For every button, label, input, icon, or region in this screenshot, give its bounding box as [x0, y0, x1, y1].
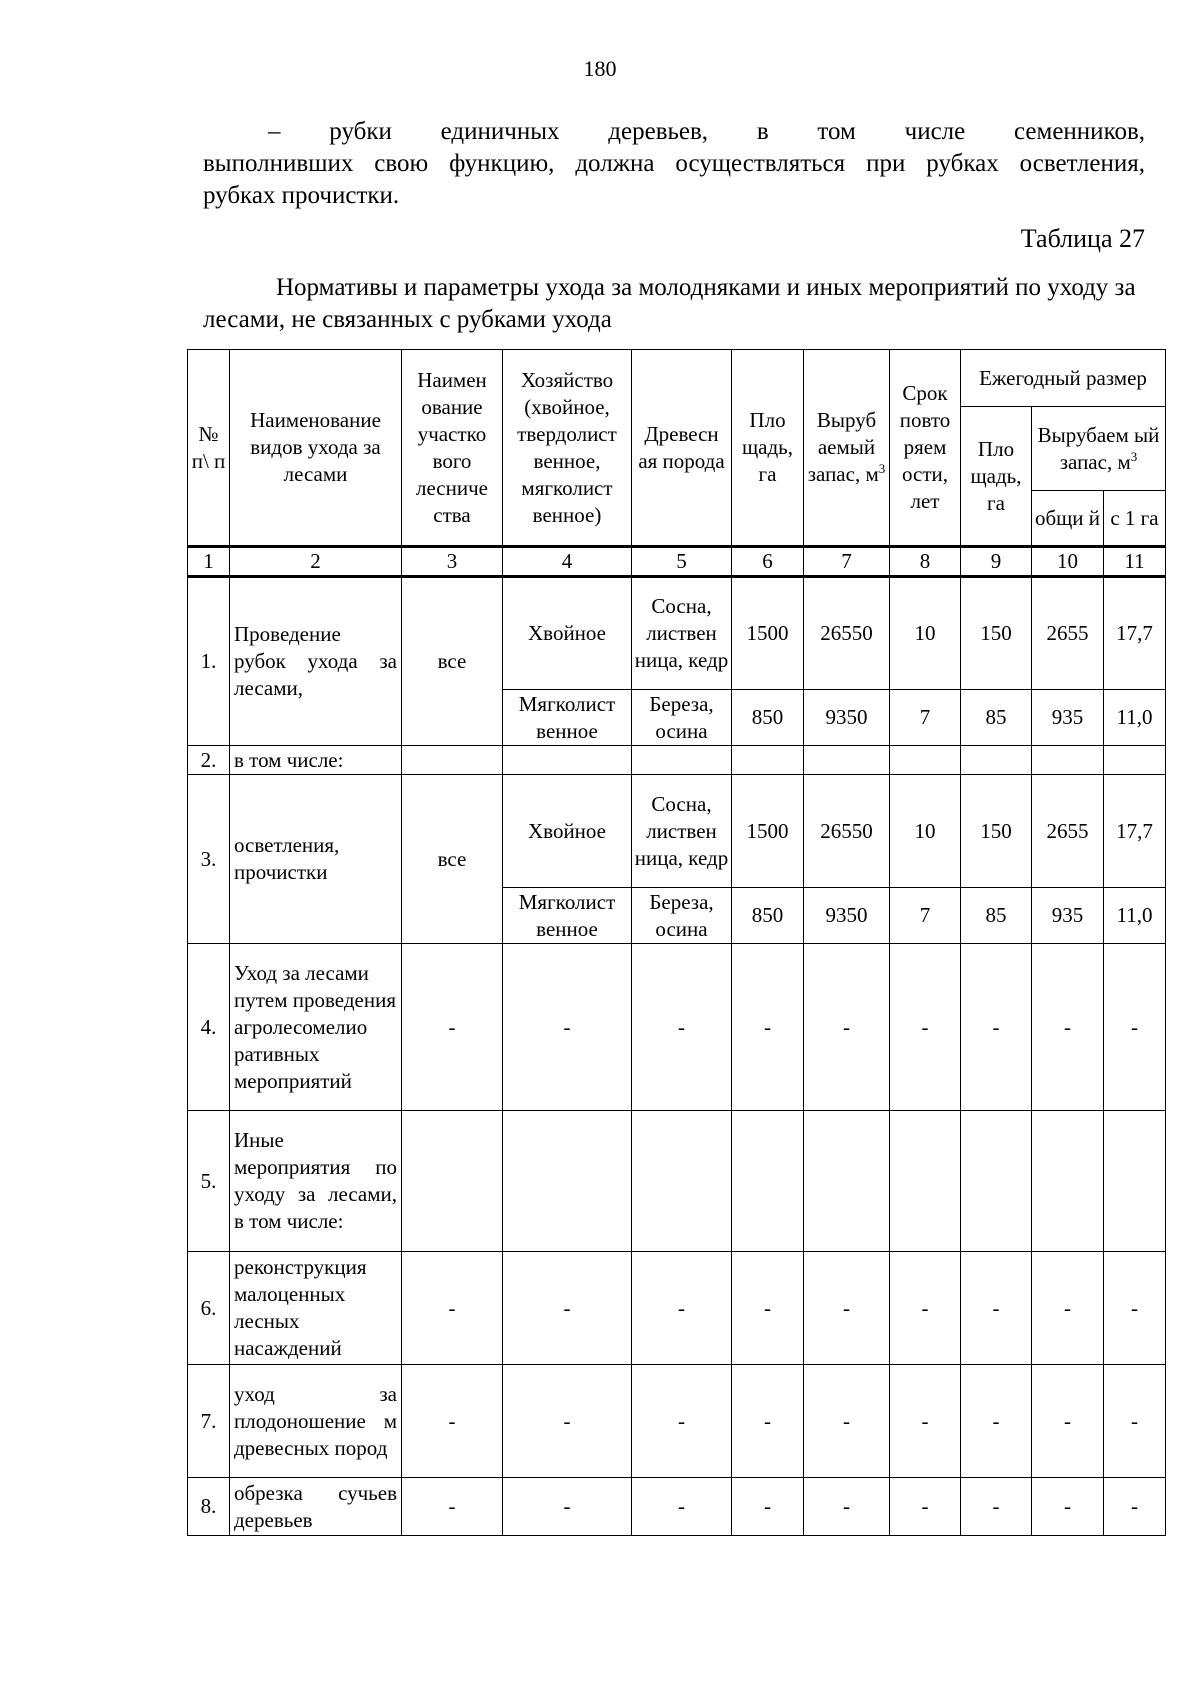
header-volume-text: Выруб аемый запас, м	[807, 408, 879, 486]
header-annual: Ежегодный размер	[961, 350, 1166, 407]
dash-cell: -	[503, 944, 632, 1111]
header-annual-area: Пло щадь, га	[961, 407, 1032, 547]
col-number: 6	[732, 547, 804, 577]
dash-cell: -	[732, 944, 804, 1111]
page-number: 180	[583, 56, 617, 81]
col-number: 11	[1104, 547, 1166, 577]
dash-cell: -	[961, 1365, 1032, 1478]
cell-area: 850	[732, 690, 804, 746]
col-number: 5	[632, 547, 732, 577]
dash-cell: -	[402, 944, 503, 1111]
dash-cell: -	[890, 944, 961, 1111]
table-title: Нормативы и параметры ухода за молодняками и иных мероприятий по уходу за лесами, не связанных с рубками ухода	[203, 274, 1136, 333]
dash-cell: -	[632, 1252, 732, 1365]
dash-cell: -	[1032, 1478, 1104, 1536]
row-num: 8.	[188, 1478, 230, 1536]
cell-annual-area: 85	[961, 888, 1032, 944]
header-volume	[804, 350, 890, 547]
header-economy: Хозяйство (хвойное, твердолист венное, мягколист венное)	[503, 350, 632, 547]
cell-per-ha: 17,7	[1104, 775, 1166, 888]
dash-cell: -	[804, 1365, 890, 1478]
cell-annual-area: 150	[961, 577, 1032, 690]
cell-economy: Мягколист венное	[503, 888, 632, 944]
empty-cell	[961, 1111, 1032, 1252]
empty-cell	[632, 746, 732, 775]
paragraph-line-3: рубках прочистки.	[203, 182, 400, 209]
row-district: все	[402, 577, 503, 746]
header-annual-volume-text: Вырубаем ый запас, м	[1037, 422, 1160, 474]
dash-cell: -	[1032, 944, 1104, 1111]
header-per-ha: с 1 га	[1104, 491, 1166, 547]
cell-annual-area: 150	[961, 775, 1032, 888]
empty-cell	[1032, 1111, 1104, 1252]
empty-cell	[632, 1111, 732, 1252]
dash-cell: -	[1104, 1365, 1166, 1478]
row-name: Проведение рубок ухода за лесами,	[230, 577, 402, 746]
dash-cell: -	[632, 944, 732, 1111]
col-number: 8	[890, 547, 961, 577]
row-num: 1.	[188, 577, 230, 746]
row-num: 5.	[188, 1111, 230, 1252]
cell-economy: Хвойное	[503, 775, 632, 888]
header-annual-volume	[1032, 407, 1166, 491]
cell-total: 2655	[1032, 577, 1104, 690]
empty-cell	[1032, 746, 1104, 775]
dash-cell: -	[402, 1252, 503, 1365]
dash-cell: -	[804, 1478, 890, 1536]
dash-cell: -	[890, 1252, 961, 1365]
row-name: Уход за лесами путем проведения агролесомелио ративных мероприятий	[230, 944, 402, 1111]
cell-volume: 9350	[804, 888, 890, 944]
paragraph-line-1: – рубки единичных деревьев, в том числе семенников,	[268, 118, 1145, 145]
dash-cell: -	[732, 1252, 804, 1365]
dash-cell: -	[503, 1478, 632, 1536]
header-species: Древесн ая порода	[632, 350, 732, 547]
dash-cell: -	[1104, 944, 1166, 1111]
row-district: все	[402, 775, 503, 944]
empty-cell	[804, 1111, 890, 1252]
dash-cell: -	[1032, 1252, 1104, 1365]
empty-cell	[503, 1111, 632, 1252]
cell-economy: Хвойное	[503, 577, 632, 690]
dash-cell: -	[890, 1365, 961, 1478]
row-num: 2.	[188, 746, 230, 775]
row-name: обрезка сучьев деревьев	[230, 1478, 402, 1536]
header-annual-volume-sup: 3	[1130, 448, 1138, 464]
dash-cell: -	[1104, 1252, 1166, 1365]
dash-cell: -	[732, 1478, 804, 1536]
dash-cell: -	[503, 1365, 632, 1478]
cell-species: Сосна, листвен ница, кедр	[632, 775, 732, 888]
row-name: уход за плодоношение м древесных пород	[230, 1365, 402, 1478]
empty-cell	[804, 746, 890, 775]
dash-cell: -	[890, 1478, 961, 1536]
row-num: 6.	[188, 1252, 230, 1365]
empty-cell	[503, 746, 632, 775]
col-number: 4	[503, 547, 632, 577]
paragraph-line-2: выполнивших свою функцию, должна осуществляться при рубках осветления,	[203, 150, 1145, 177]
cell-period: 10	[890, 577, 961, 690]
dash-cell: -	[961, 944, 1032, 1111]
intro-paragraph	[203, 116, 1145, 212]
dash-cell: -	[732, 1365, 804, 1478]
cell-volume: 26550	[804, 577, 890, 690]
header-area: Пло щадь, га	[732, 350, 804, 547]
row-name: Иные мероприятия по уходу за лесами, в том числе:	[230, 1111, 402, 1252]
header-total: общи й	[1032, 491, 1104, 547]
col-number: 7	[804, 547, 890, 577]
empty-cell	[732, 746, 804, 775]
dash-cell: -	[961, 1478, 1032, 1536]
empty-cell	[402, 746, 503, 775]
dash-cell: -	[804, 944, 890, 1111]
cell-annual-area: 85	[961, 690, 1032, 746]
row-name: в том числе:	[230, 746, 402, 775]
cell-period: 7	[890, 888, 961, 944]
empty-cell	[732, 1111, 804, 1252]
table-label: Таблица 27	[1020, 224, 1145, 253]
dash-cell: -	[961, 1252, 1032, 1365]
col-number: 9	[961, 547, 1032, 577]
cell-per-ha: 17,7	[1104, 577, 1166, 690]
cell-volume: 9350	[804, 690, 890, 746]
row-num: 3.	[188, 775, 230, 944]
row-num: 4.	[188, 944, 230, 1111]
cell-total: 935	[1032, 888, 1104, 944]
row-name: реконструкция малоценных лесных насаждений	[230, 1252, 402, 1365]
header-district: Наимен ование участко вого лесниче ства	[402, 350, 503, 547]
cell-species: Сосна, листвен ница, кедр	[632, 577, 732, 690]
dash-cell: -	[632, 1365, 732, 1478]
cell-total: 935	[1032, 690, 1104, 746]
dash-cell: -	[402, 1365, 503, 1478]
cell-per-ha: 11,0	[1104, 690, 1166, 746]
col-number: 10	[1032, 547, 1104, 577]
dash-cell: -	[1104, 1478, 1166, 1536]
empty-cell	[402, 1111, 503, 1252]
empty-cell	[1104, 1111, 1166, 1252]
cell-period: 7	[890, 690, 961, 746]
dash-cell: -	[804, 1252, 890, 1365]
cell-per-ha: 11,0	[1104, 888, 1166, 944]
empty-cell	[1104, 746, 1166, 775]
col-number: 2	[230, 547, 402, 577]
header-period: Срок повто ряем ости, лет	[890, 350, 961, 547]
dash-cell: -	[503, 1252, 632, 1365]
dash-cell: -	[1032, 1365, 1104, 1478]
cell-total: 2655	[1032, 775, 1104, 888]
cell-area: 1500	[732, 577, 804, 690]
header-num: № п\ п	[188, 350, 230, 547]
header-volume-sup: 3	[878, 461, 886, 476]
row-num: 7.	[188, 1365, 230, 1478]
col-number: 3	[402, 547, 503, 577]
col-number: 1	[188, 547, 230, 577]
header-name: Наименование видов ухода за лесами	[230, 350, 402, 547]
empty-cell	[890, 1111, 961, 1252]
norms-table	[187, 349, 1166, 1536]
cell-species: Береза, осина	[632, 690, 732, 746]
cell-species: Береза, осина	[632, 888, 732, 944]
cell-economy: Мягколист венное	[503, 690, 632, 746]
dash-cell: -	[402, 1478, 503, 1536]
empty-cell	[890, 746, 961, 775]
cell-volume: 26550	[804, 775, 890, 888]
cell-area: 1500	[732, 775, 804, 888]
dash-cell: -	[632, 1478, 732, 1536]
empty-cell	[961, 746, 1032, 775]
cell-period: 10	[890, 775, 961, 888]
row-name: осветления, прочистки	[230, 775, 402, 944]
cell-area: 850	[732, 888, 804, 944]
